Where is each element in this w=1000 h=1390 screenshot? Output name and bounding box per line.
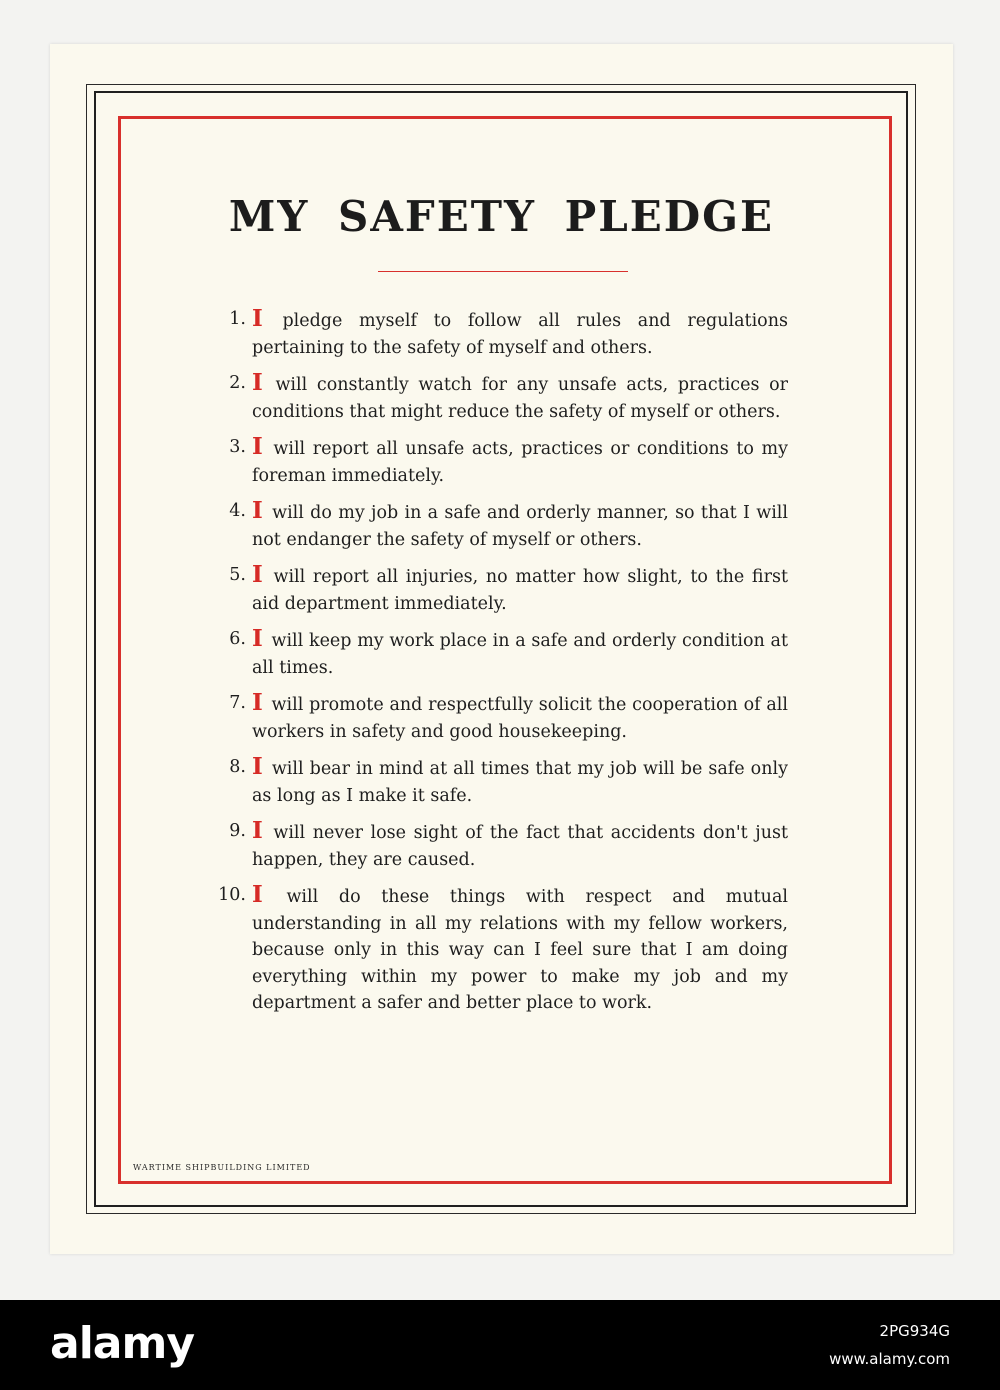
pledge-letter-i: I [252, 369, 263, 396]
pledge-letter-i: I [252, 689, 263, 716]
pledge-letter-i: I [252, 561, 263, 588]
pledge-number: 9. [229, 821, 246, 841]
pledge-item [208, 690, 788, 745]
pledge-text: will do these things with respect and mutual understanding in all my relations with my fellow workers, because only in this way can I feel sure that I am doing everything within my power to make my job and my department a safer and better place to work. [252, 887, 788, 1013]
pledge-letter-i: I [252, 817, 263, 844]
pledge-number: 1. [229, 309, 246, 329]
pledge-text: will promote and respectfully solicit the cooperation of all workers in safety and good housekeeping. [252, 695, 788, 742]
footer-url: www.alamy.com [829, 1350, 950, 1368]
pledge-number: 10. [218, 885, 246, 905]
image-id: 2PG934G [879, 1322, 950, 1340]
pledge-letter-i: I [252, 753, 263, 780]
pledge-number: 4. [229, 501, 246, 521]
pledge-item [208, 754, 788, 809]
pledge-text: will report all injuries, no matter how slight, to the first aid department immediately. [252, 567, 788, 614]
publisher-imprint: WARTIME SHIPBUILDING LIMITED [133, 1163, 311, 1172]
pledge-text: will constantly watch for any unsafe acts, practices or conditions that might reduce the safety of myself or others. [252, 375, 788, 422]
pledge-text: will bear in mind at all times that my job will be safe only as long as I make it safe. [252, 759, 788, 806]
pledge-letter-i: I [252, 433, 263, 460]
title-underline [378, 271, 628, 272]
pledge-number: 3. [229, 437, 246, 457]
pledge-letter-i: I [252, 305, 263, 332]
pledge-item [208, 306, 788, 361]
pledge-item [208, 882, 788, 1017]
pledge-letter-i: I [252, 881, 263, 908]
pledge-number: 2. [229, 373, 246, 393]
pledge-text: will keep my work place in a safe and orderly condition at all times. [252, 631, 788, 678]
pledge-number: 8. [229, 757, 246, 777]
pledge-text: will do my job in a safe and orderly manner, so that I will not endanger the safety of myself or others. [252, 503, 788, 550]
pledge-item [208, 370, 788, 425]
alamy-logo: alamy [50, 1318, 194, 1369]
pledge-text: will never lose sight of the fact that accidents don't just happen, they are caused. [252, 823, 788, 870]
poster [50, 44, 953, 1254]
pledge-number: 5. [229, 565, 246, 585]
pledge-number: 7. [229, 693, 246, 713]
pledge-text: pledge myself to follow all rules and regulations pertaining to the safety of myself and others. [252, 311, 788, 358]
pledge-letter-i: I [252, 625, 263, 652]
pledge-list [208, 306, 788, 1026]
pledge-item [208, 434, 788, 489]
pledge-number: 6. [229, 629, 246, 649]
pledge-item [208, 498, 788, 553]
pledge-item [208, 562, 788, 617]
poster-title: MY SAFETY PLEDGE [228, 192, 775, 241]
pledge-text: will report all unsafe acts, practices or conditions to my foreman immediately. [252, 439, 788, 486]
pledge-item [208, 626, 788, 681]
pledge-letter-i: I [252, 497, 263, 524]
stock-footer-bar [0, 1300, 1000, 1390]
pledge-item [208, 818, 788, 873]
